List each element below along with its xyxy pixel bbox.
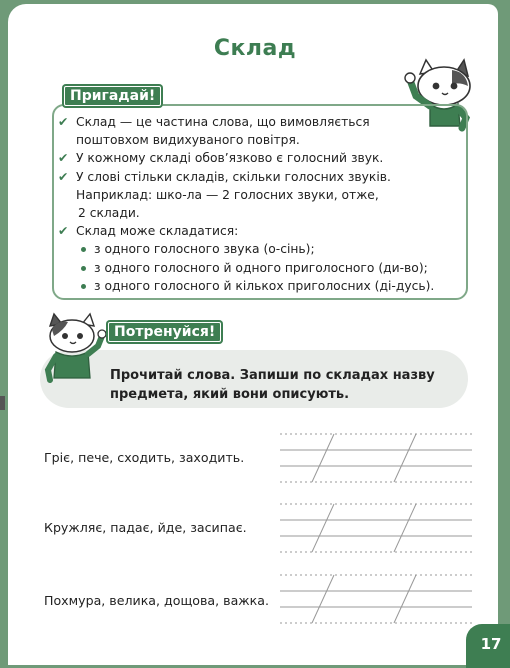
check-icon: ✔ — [58, 151, 69, 166]
rule-line: Наприклад: шко-ла — 2 голосних звуки, отже, — [76, 187, 379, 202]
task-instruction: Прочитай слова. Запиши по складах назву предмета, який вони описують. — [110, 368, 435, 402]
check-icon: ✔ — [58, 224, 69, 239]
rule-line: ✔ Склад може складатися: — [58, 222, 468, 240]
rule-line: ✔ Склад — це частина слова, що вимовляється — [58, 113, 468, 131]
writing-lines[interactable] — [280, 433, 472, 483]
check-icon: ✔ — [58, 169, 69, 184]
rule-bullet: з одного голосного й одного приголосного (ди-во); — [58, 259, 468, 277]
page-number: 17 — [466, 624, 510, 668]
rule-line: поштовхом видихуваного повітря. — [76, 133, 300, 148]
riddle-text: Гріє, пече, сходить, заходить. — [44, 450, 245, 465]
page-title: Склад — [213, 36, 297, 61]
remember-tag: Пригадай! — [62, 84, 163, 108]
margin-mark — [0, 396, 5, 410]
check-icon: ✔ — [58, 115, 69, 129]
rule-line: 2 склади. — [78, 206, 140, 221]
rule-line: ✔ У кожному складі обов’язково є голосний звук. — [58, 149, 468, 167]
rule-bullet: з одного голосного й кількох приголосних (ді-дусь). — [58, 277, 468, 295]
writing-lines[interactable] — [280, 574, 472, 624]
riddle-text: Кружляє, падає, йде, засипає. — [44, 520, 247, 535]
rule-line: ✔ У слові стільки складів, скільки голосних звуків. — [58, 168, 468, 186]
practice-tag: Потренуйся! — [106, 320, 223, 344]
riddle-text: Похмура, велика, дощова, важка. — [44, 593, 269, 608]
cat-illustration — [40, 312, 106, 384]
rule-bullet: з одного голосного звука (о-сінь); — [58, 240, 468, 258]
bullet-dot-icon — [81, 284, 86, 289]
writing-lines[interactable] — [280, 503, 472, 553]
bullet-dot-icon — [81, 266, 86, 271]
remember-content — [58, 113, 468, 295]
